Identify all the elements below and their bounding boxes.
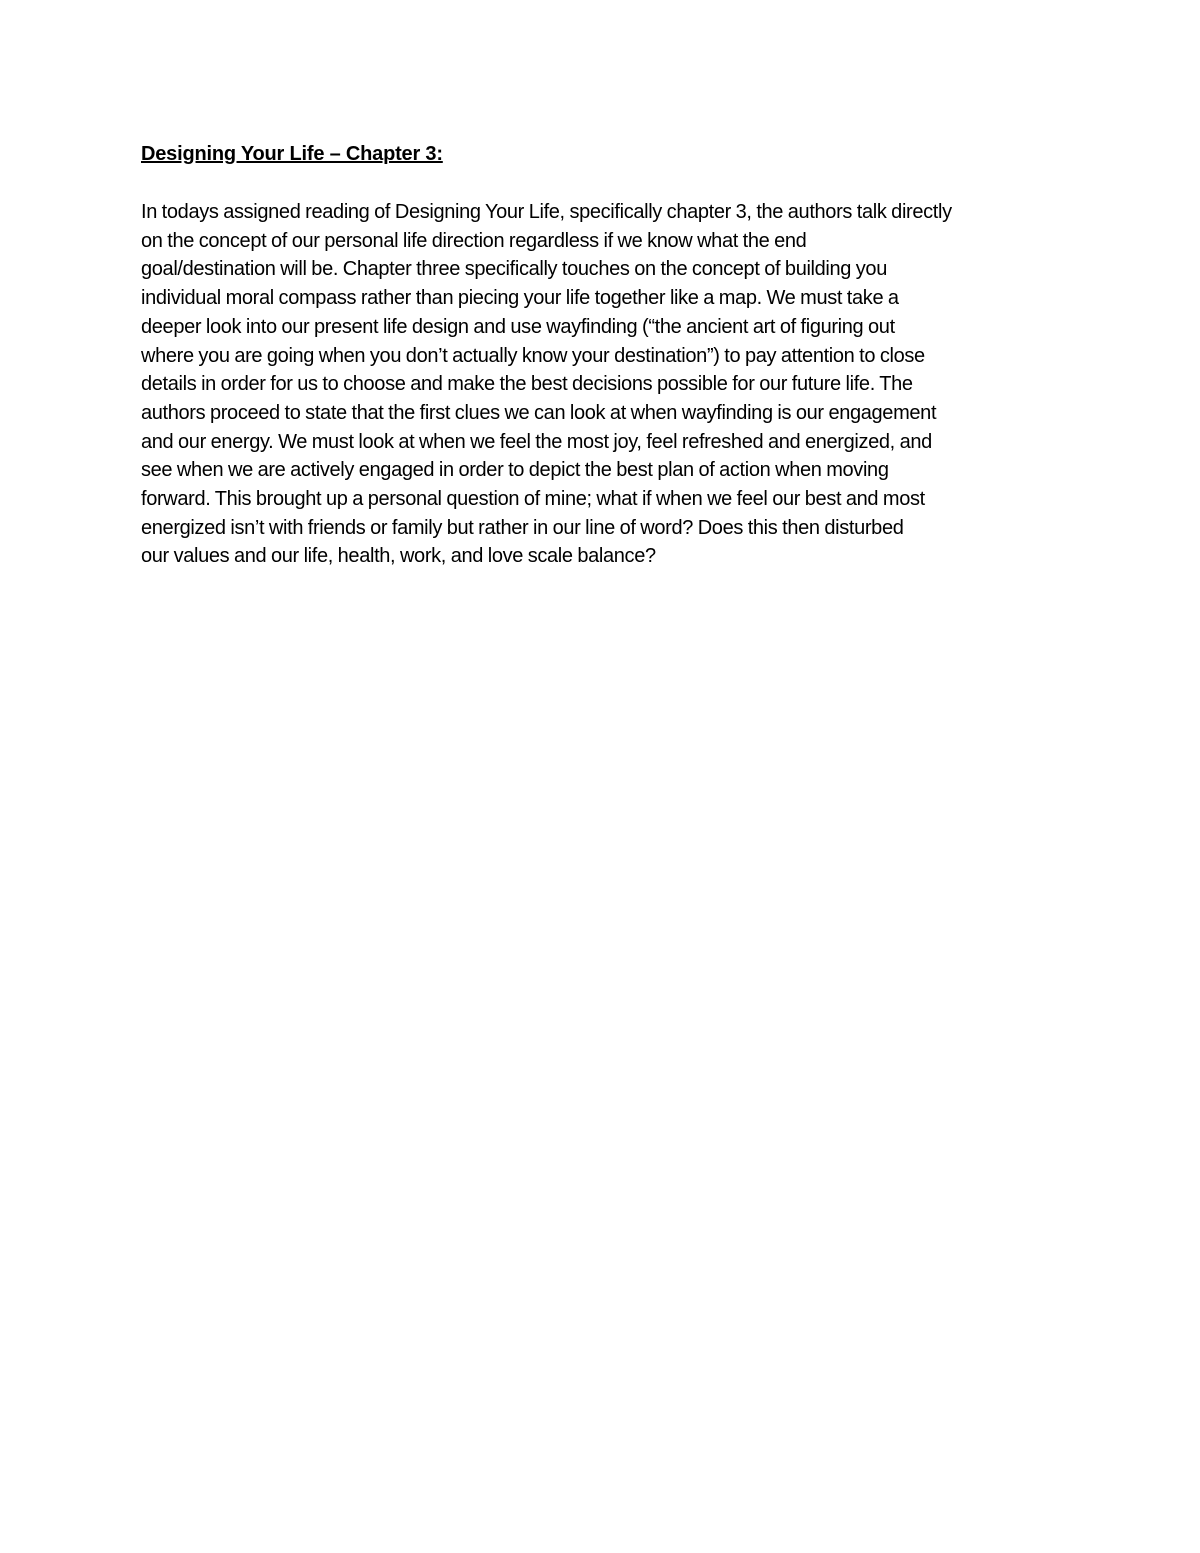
- paragraph-line: where you are going when you don’t actually know your destination”) to pay attention to close: [141, 344, 925, 367]
- paragraph-line: In todays assigned reading of Designing Your Life, specifically chapter 3, the authors talk directly: [141, 201, 952, 223]
- paragraph-line: authors proceed to state that the first clues we can look at when wayfinding is our engagement: [141, 401, 937, 424]
- paragraph-line: forward. This brought up a personal question of mine; what if when we feel our best and most: [141, 488, 925, 511]
- paragraph-line: on the concept of our personal life direction regardless if we know what the end: [141, 229, 807, 252]
- paragraph-line: our values and our life, health, work, and love scale balance?: [141, 545, 656, 568]
- paragraph-line: individual moral compass rather than piecing your life together like a map. We must take a: [141, 287, 899, 310]
- body-paragraph: [141, 198, 1061, 571]
- paragraph-line: goal/destination will be. Chapter three specifically touches on the concept of building you: [141, 258, 887, 281]
- paragraph-line: and our energy. We must look at when we feel the most joy, feel refreshed and energized, and: [141, 430, 932, 453]
- document-title: Designing Your Life – Chapter 3:: [141, 143, 443, 165]
- paragraph-line: energized isn’t with friends or family but rather in our line of word? Does this then disturbed: [141, 516, 904, 539]
- paragraph-line: see when we are actively engaged in order to depict the best plan of action when moving: [141, 459, 889, 482]
- document-body: [141, 140, 1061, 571]
- paragraph-line: deeper look into our present life design and use wayfinding (“the ancient art of figuring out: [141, 315, 895, 338]
- paragraph-line: details in order for us to choose and make the best decisions possible for our future life. The: [141, 373, 913, 396]
